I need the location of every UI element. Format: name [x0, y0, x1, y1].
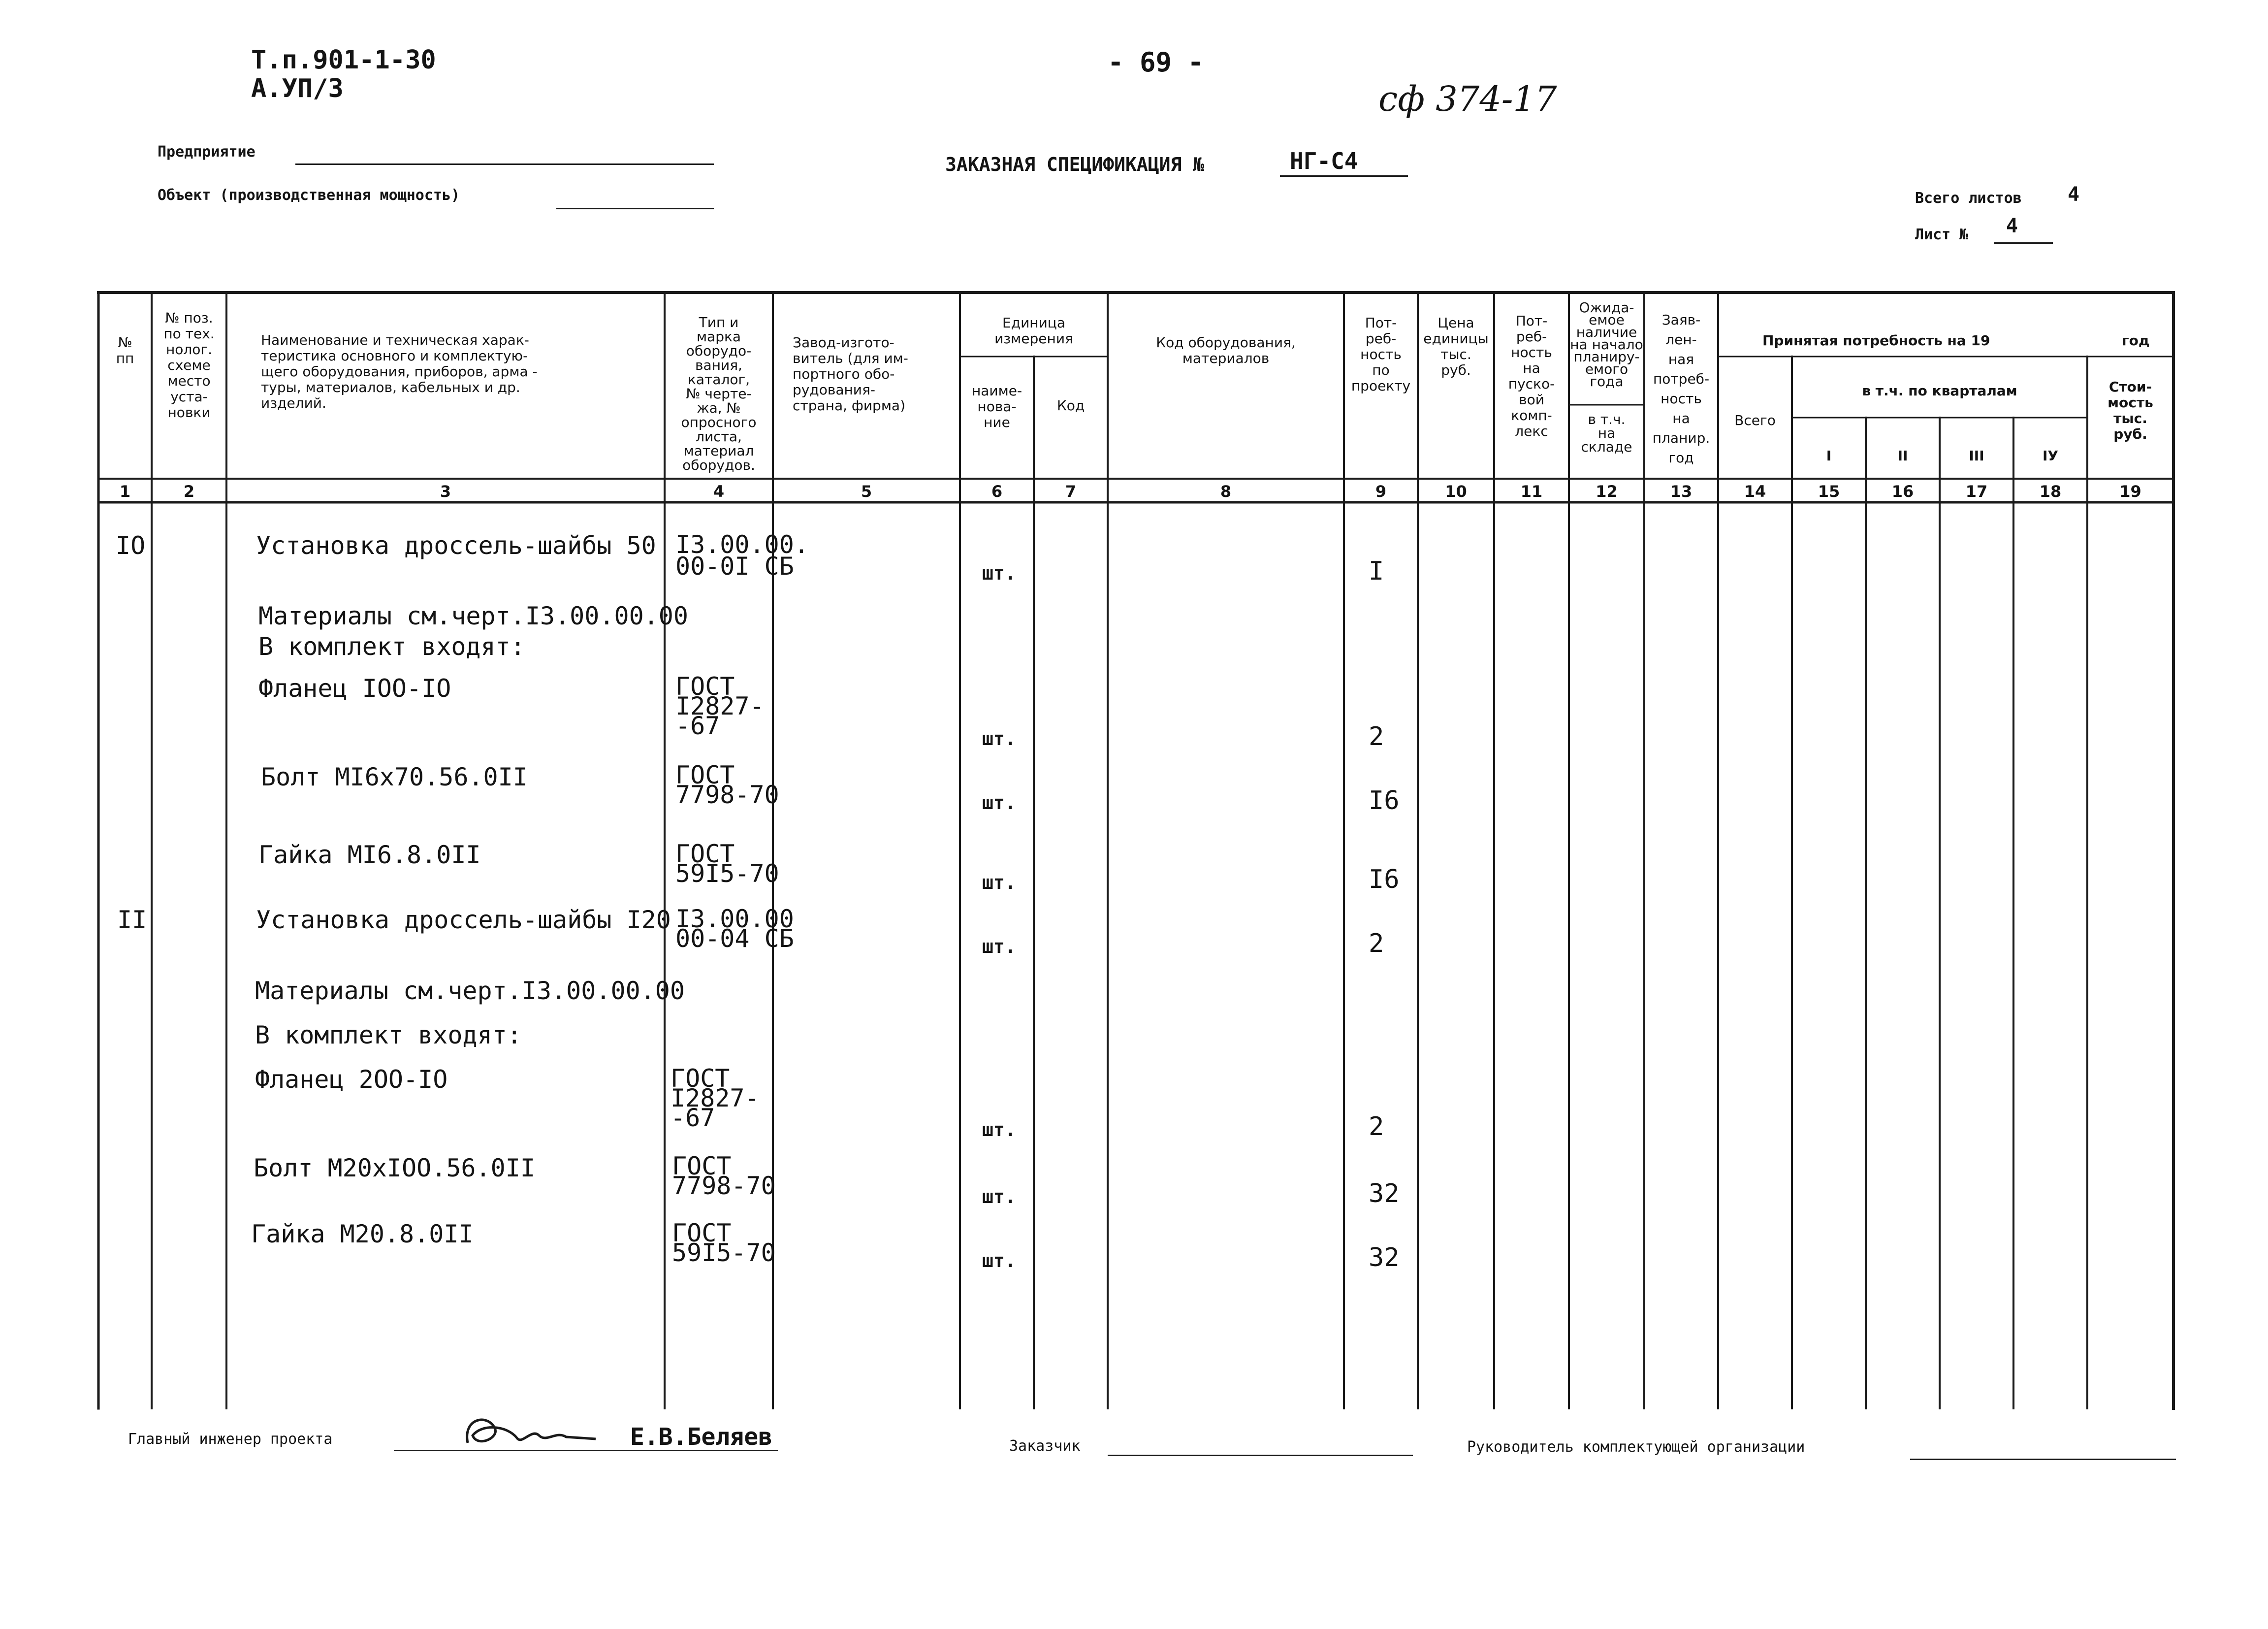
row-quantity: 2 — [1369, 929, 1384, 958]
row-type: ГОСТ 59I5-70 — [672, 1219, 776, 1267]
row-type: I3.00.00. 00-0I СБ — [675, 530, 809, 581]
header-demand-launch: Пот- реб- ность на пуско- вой комп- лекс — [1508, 313, 1555, 439]
row-type: ГОСТ 7798-70 — [675, 761, 779, 809]
row-name: Установка дроссель-шайбы I20 — [256, 906, 671, 934]
header-in-stock: в т.ч. на складе — [1581, 411, 1632, 455]
header-num: № пп — [116, 334, 134, 366]
chief-engineer-name: Е.В.Беляев — [630, 1423, 772, 1451]
customer-line — [1108, 1455, 1413, 1456]
organization-head-line — [1910, 1459, 2176, 1460]
row-quantity: I6 — [1369, 865, 1400, 894]
column-number: 6 — [991, 482, 1003, 501]
row-unit: шт. — [982, 1250, 1016, 1271]
column-number: 14 — [1744, 482, 1766, 501]
column-number: 15 — [1818, 482, 1840, 501]
object-label: Объект (производственная мощность) — [158, 187, 460, 204]
total-sheets-value: 4 — [2068, 183, 2080, 206]
row-unit: шт. — [982, 562, 1016, 584]
header-accepted: Принятая потребность на 19 — [1762, 332, 1990, 349]
header-price: Цена единицы тыс. руб. — [1423, 315, 1489, 378]
column-number: 17 — [1965, 482, 1988, 501]
header-q4: IУ — [2042, 448, 2058, 464]
header-declared: Заяв- лен- ная потреб- ность на планир. год — [1652, 312, 1710, 466]
spec-number: НГ-С4 — [1290, 148, 1358, 174]
column-number: 16 — [1891, 482, 1914, 501]
row-name: Гайка М20.8.0II — [251, 1220, 474, 1248]
total-sheets-label: Всего листов — [1915, 190, 2022, 207]
column-number: 2 — [183, 482, 195, 501]
document-album: А.УП/3 — [251, 74, 344, 103]
document-code: Т.п.901-1-30 — [251, 45, 436, 75]
header-q3: III — [1969, 448, 1984, 464]
row-quantity: 32 — [1369, 1179, 1400, 1208]
row-type: I3.00.00 00-04 СБ — [675, 905, 794, 953]
row-quantity: 32 — [1369, 1243, 1400, 1272]
enterprise-label: Предприятие — [158, 143, 256, 161]
row-quantity: 2 — [1369, 722, 1384, 751]
row-type: ГОСТ I2827- -67 — [675, 672, 765, 740]
header-manufacturer: Завод-изгото- витель (для им- портного обо- рудования- страна, фирма) — [793, 334, 908, 414]
row-number: IO — [116, 531, 146, 560]
page-number: - 69 - — [1108, 47, 1204, 78]
column-number: 4 — [713, 482, 725, 501]
header-demand-project: Пот- реб- ность по проекту — [1351, 315, 1411, 394]
row-name: Болт МI6х70.56.0II — [261, 763, 528, 791]
row-unit: шт. — [982, 936, 1016, 957]
signature-image — [448, 1408, 610, 1458]
row-name: Фланец 2OO-IO — [255, 1065, 448, 1094]
header-year: год — [2122, 332, 2150, 349]
header-type: Тип и марка оборудо- вания, каталог, № черте- жа, № опросного листа, материал оборудов. — [681, 314, 757, 473]
row-quantity: I — [1369, 556, 1384, 586]
row-unit: шт. — [982, 792, 1016, 814]
column-number: 12 — [1596, 482, 1618, 501]
header-unit: Единица измерения — [994, 315, 1073, 347]
header-unit-name: наиме- нова- ние — [971, 383, 1022, 430]
header-quarters: в т.ч. по кварталам — [1862, 383, 2017, 399]
row-type: ГОСТ 7798-70 — [672, 1152, 776, 1200]
header-name: Наименование и техническая харак- теристика основного и комплектую- щего оборудования, приборов, арма - туры, материалов, кабельных и др. изделий. — [261, 332, 538, 411]
row-name: Гайка МI6.8.0II — [258, 841, 481, 869]
column-number: 11 — [1520, 482, 1543, 501]
handwritten-note: сф 374-17 — [1378, 79, 1557, 119]
column-number: 18 — [2039, 482, 2062, 501]
column-number: 8 — [1220, 482, 1232, 501]
column-number: 3 — [440, 482, 451, 501]
row-quantity: 2 — [1369, 1112, 1384, 1141]
row-number: II — [117, 906, 147, 934]
column-number: 9 — [1375, 482, 1387, 501]
column-number: 19 — [2119, 482, 2141, 501]
header-expected: Ожида- емое наличие на начало планиру- емого года — [1570, 299, 1643, 390]
sheet-label: Лист № — [1915, 226, 1969, 243]
row-name: Материалы см.черт.I3.00.00.00 В комплект входят: — [258, 602, 688, 661]
column-number: 13 — [1670, 482, 1693, 501]
row-type: ГОСТ 59I5-70 — [675, 840, 779, 888]
chief-engineer-label: Главный инженер проекта — [128, 1431, 333, 1448]
row-name: Фланец IOO-IO — [258, 674, 451, 703]
column-number: 7 — [1065, 482, 1077, 501]
row-unit: шт. — [982, 1186, 1016, 1207]
header-q2: II — [1897, 448, 1908, 464]
row-quantity: I6 — [1369, 786, 1400, 815]
row-name: Болт М20хIOO.56.0II — [254, 1154, 535, 1182]
row-name: В комплект входят: — [255, 1021, 522, 1049]
column-number: 10 — [1445, 482, 1467, 501]
header-unit-code: Код — [1056, 397, 1085, 414]
row-type: ГОСТ I2827- -67 — [671, 1064, 760, 1132]
row-unit: шт. — [982, 872, 1016, 893]
header-q1: I — [1826, 448, 1832, 464]
organization-head-label: Руководитель комплектующей организации — [1467, 1438, 1805, 1456]
customer-label: Заказчик — [1009, 1437, 1081, 1455]
header-position: № поз. по тех. нолог. схеме место уста- новки — [163, 310, 215, 421]
header-cost: Стои- мость тыс. руб. — [2108, 379, 2153, 442]
header-equipment-code: Код оборудования, материалов — [1156, 334, 1296, 366]
row-unit: шт. — [982, 728, 1016, 749]
row-unit: шт. — [982, 1119, 1016, 1140]
spec-title: ЗАКАЗНАЯ СПЕЦИФИКАЦИЯ № — [945, 154, 1205, 175]
row-name: Установка дроссель-шайбы 50 — [256, 531, 656, 560]
column-number: 5 — [861, 482, 872, 501]
sheet-value: 4 — [2006, 215, 2018, 237]
row-name: Материалы см.черт.I3.00.00.00 — [255, 977, 685, 1005]
column-number: 1 — [119, 482, 131, 501]
header-total: Всего — [1734, 412, 1776, 428]
